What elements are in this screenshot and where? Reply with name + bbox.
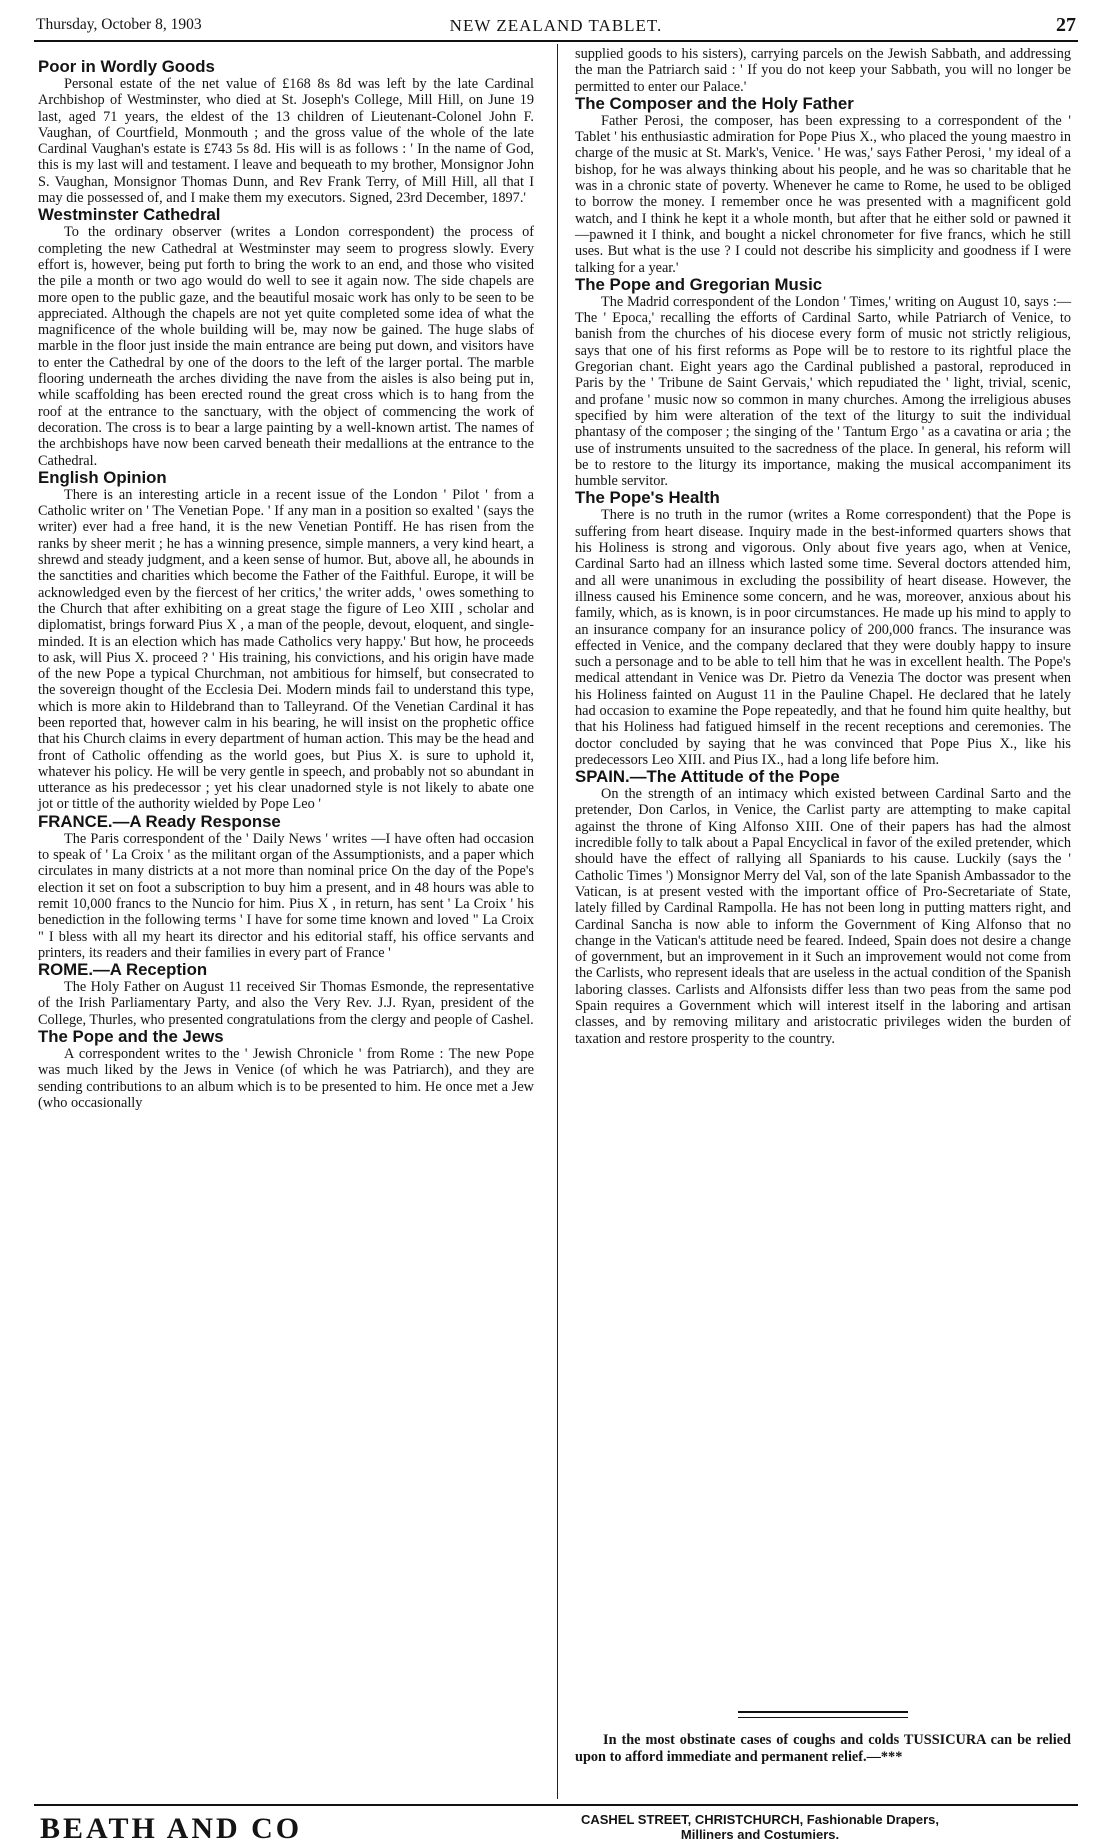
article-paragraph: The Paris correspondent of the ' Daily News ' writes —I have often had occasion to speak of ' La Croix ' as the militant organ of the Assumptionists, and a paper which circulates in many districts at a not more than nominal price On the day of the Pope's election it set on foot a subscription to buy him a present, and in 48 hours was able to remit 10,000 francs to the Nuncio for him. Pius X , in return, has sent ' La Croix ' his benediction in the following terms ' I have for some time known and loved " La Croix " I bless with all my heart its director and his editorial staff, his office servants and printers, its readers and their families in every part of France ' xyxy=(38,830,534,961)
article xyxy=(575,46,1071,95)
article-heading: Poor in Wordly Goods xyxy=(38,57,215,76)
page-number: 27 xyxy=(1056,14,1076,36)
article xyxy=(575,768,1071,1047)
issue-date: Thursday, October 8, 1903 xyxy=(36,16,202,33)
newspaper-title: NEW ZEALAND TABLET. xyxy=(449,16,663,35)
column-divider xyxy=(557,44,558,1799)
article-heading: Westminster Cathedral xyxy=(38,205,221,225)
article-paragraph: A correspondent writes to the ' Jewish Chronicle ' from Rome : The new Pope was much liked by the Jews in Venice (of which he was Patriarch), and they are sending contributions to an album which is to be presented to him. He once met a Jew (who occasionally xyxy=(38,1046,534,1111)
article xyxy=(38,58,534,206)
article xyxy=(38,961,534,1028)
article-heading: The Pope and Gregorian Music xyxy=(575,274,823,294)
article-paragraph: The Holy Father on August 11 received Sir Thomas Esmonde, the representative of the Irish Parliamentary Party, and also the Very Rev. J.J. Ryan, president of the College, Thurles, who presented congratulations from the clergy and people of Cashel. xyxy=(38,979,534,1028)
header-rule xyxy=(34,40,1078,42)
advert-line-1: CASHEL STREET, CHRISTCHURCH, Fashionable Drapers, xyxy=(580,1812,940,1827)
article-heading: English Opinion xyxy=(38,467,167,487)
article xyxy=(38,469,534,813)
left-column xyxy=(38,58,534,1111)
article-heading: The Pope's Health xyxy=(575,488,720,508)
article-paragraph: The Madrid correspondent of the London ' Times,' writing on August 10, says :—The ' Epoca,' recalling the efforts of Cardinal Sarto, while Patriarch of Venice, to banish from the churches of his diocese every form of music not strictly religious, says that one of his first reforms as Pope will be to restore to its rightful place the Gregorian chant. Eight years ago the Cardinal published a pastoral, reproduced in Paris by the ' Tribune de Saint Gervais,' which repudiated the ' light, trivial, scenic, and profane ' music now so common in many churches. Among the irreligious abuses specified by him were alteration of the text of the liturgy to suit the individual phantasy of the composer ; the singing of the ' Tantum Ergo ' as a cavatina or aria ; the use of instruments unsuited to the sacredness of the place. In general, his reform will be to restore to the liturgy its importance, making the musical accompaniment its humble servitor. xyxy=(575,293,1071,490)
article-paragraph: On the strength of an intimacy which existed between Cardinal Sarto and the pretender, Don Carlos, in Venice, the Carlist party are attempting to make capital against the throne of King Alfonso XIII. One of their papers has had the almost incredible folly to talk about a Papal Encyclical in favor of the exiled pretender, which should have the effect of rallying all Spaniards to his cause. Luckily (says the ' Catholic Times ') Monsignor Merry del Val, son of the late Spanish Ambassador to the Vatican, is at present vested with the important office of Pro-Secretariate of State, lately filled by Cardinal Rampolla. He has not been long in putting matters right, and Cardinal Sancha is now able to inform the Government of King Alfonso that no change in the Vatican's attitude need be feared. Indeed, Spain does not desire a change of government, but an improvement in it Such an improvement would not come from the Carlists, who represent ideals that are useless in the actual condition of the Spanish laboring classes. Carlists and Alfonsists differ less than two peas from the same pod Spain requires a Government which will interest itself in the laboring and artisan classes, and by removing military and aristocratic privileges widen the burden of taxation and restore prosperity to the country. xyxy=(575,786,1071,1047)
footer-rule xyxy=(34,1804,1078,1806)
advert-text xyxy=(480,1812,1040,1842)
article xyxy=(575,95,1071,276)
page-header xyxy=(36,14,1076,38)
article-heading: The Composer and the Holy Father xyxy=(575,93,854,113)
article xyxy=(38,813,534,961)
article-heading: SPAIN.—The Attitude of the Pope xyxy=(575,767,840,787)
article-heading: The Pope and the Jews xyxy=(38,1027,224,1047)
article-heading: ROME.—A Reception xyxy=(38,960,208,980)
article xyxy=(38,206,534,468)
article-heading: FRANCE.—A Ready Response xyxy=(38,811,281,831)
advert-name: BEATH AND CO xyxy=(40,1812,303,1845)
note-rule xyxy=(738,1711,908,1718)
article-paragraph: To the ordinary observer (writes a London correspondent) the process of completing the new Cathedral at Westminster may seem to progress slowly. Every effort is, however, being put forth to bring the work to an end, and those who visited the pile a month or two ago would do well to see it again now. The side chapels are more open to the public gaze, and the beautiful mosaic work has only to be seen to be appreciated. Although the chapels are not yet quite completed some idea of what the magnificence of the whole building will be, may now be gained. The huge slabs of marble in the floor just inside the main entrance are being put down, and visitors have to enter the Cathedral by one of the doors to the left of the larger portal. The marble flooring underneath the arches dividing the nave from the aisles is also being put in, while scaffolding has been erected round the great cross which is to hang from the roof at the entrance to the sanctuary, with the object of commencing the work of decoration. The cross is to bear a large painting by a well-known artist. The names of the archbishops have now been carved beneath their medallions at the entrance to the Cathedral. xyxy=(38,224,534,469)
article-paragraph: supplied goods to his sisters), carrying parcels on the Jewish Sabbath, and addressing the man the Patriarch said : ' If you do not keep your Sabbath, you will no longer be permitted to enter our Palace.' xyxy=(575,46,1071,95)
article xyxy=(575,489,1071,768)
right-column xyxy=(575,46,1071,1047)
article-paragraph: Father Perosi, the composer, has been expressing to a correspondent of the ' Tablet ' his enthusiastic admiration for Pope Pius X., who placed the young maestro in charge of the music at St. Mark's, Venice. ' He was,' says Father Perosi, ' my ideal of a bishop, for he was always thinking about his people, and he was so charitable that he was in a chronic state of poverty. Whenever he came to Rome, he used to be obliged to borrow the money. I remember once he was presented with a magnificent gold watch, and I think he kept it a whole month, but after that he either sold or pawned it—pawned it I think, and bought a nickel chronometer for five francs, which he still uses. But what is the use ? I could not describe his simplicity and goodness if I were talking for a year.' xyxy=(575,112,1071,276)
tussicura-note: In the most obstinate cases of coughs and colds TUSSICURA can be relied upon to afford immediate and permanent relief.—*** xyxy=(575,1732,1071,1765)
article-paragraph: There is an interesting article in a recent issue of the London ' Pilot ' from a Catholic writer on ' The Venetian Pope. ' If any man in a position so exalted ' (says the writer) ever had a free hand, it is the new Venetian Pontiff. He has risen from the ranks by sheer merit ; he has a winning presence, simple manners, a very kind heart, a shrewd and steady judgment, and a keen sense of humor. But, above all, he abounds in the sanctities and charities which become the Father of the Faithful. Europe, it will be acknowledged even by the fiercest of her critics,' the writer adds, ' owes something to the Church that after exhibiting on a great stage the figure of Leo XIII , scholar and diplomatist, brings forward Pius X , a man of the people, devout, eloquent, and single-minded. It is an election which has made Catholics very happy.' But how, he proceeds to ask, will Pius X. proceed ? ' His training, his convictions, and his origin have made of the new Pope a typical Churchman, not ambitious for himself, but consecrated to the sovereign thought of the Ecclesia Dei. Modern minds fail to understand this type, which is more akin to Hildebrand than to Talleyrand. Of the Venetian Cardinal it has been reported that, however calm in his bearing, he will insist on the prophetic office that his Church claims in every department of human action. This may be the head and front of Catholic offending as the world goes, but Pius X. is sure to uphold it, whatever his policy. He will be very gentle in speech, and probably not so abundant in utterance as his predecessor ; yet his clear unadorned style is not likely to abate one jot or tittle of the authority wielded by Pope Leo ' xyxy=(38,486,535,813)
article-paragraph: Personal estate of the net value of £168 8s 8d was left by the late Cardinal Archbishop of Westminster, who died at St. Joseph's College, Mill Hill, on June 19 last, aged 71 years, the eldest of the 13 children of Lieutenant-Colonel John F. Vaughan, of Courtfield, Monmouth ; and the gross value of the whole of the late Cardinal Vaughan's estate is £743 5s 8d. His will is as follows : ' In the name of God, this is my last will and testament. I leave and bequeath to my brother, Monsignor John S. Vaughan, Monsignor Thomas Dunn, and Rev Frank Terry, of Mill Hill, all that I may die possessed of, and I make them my executors. Signed, 23rd December, 1897.' xyxy=(38,76,534,207)
advert-line-2: Milliners and Costumiers. xyxy=(680,1827,840,1842)
article xyxy=(38,1028,534,1111)
article xyxy=(575,276,1071,490)
article-paragraph: There is no truth in the rumor (writes a Rome correspondent) that the Pope is suffering from heart disease. Inquiry made in the best-informed quarters shows that his Holiness is strong and vigorous. Only about five years ago, when at Venice, Cardinal Sarto had an illness which lasted some time. Several doctors attended him, and all were unanimous in excluding the possibility of heart disease. However, the illness caused his Eminence some concern, and he was, moreover, anxious about his family, which, as is known, is in poor circumstances. He made up his mind to apply to an insurance company for an insurance policy of 200,000 francs. The insurance was effected in Venice, and the company declared that they were doubly happy to insure such a personage and to be able to tell him that he was in excellent health. The Pope's medical attendant in Venice was Dr. Pietro da Venezia The doctor was present when his Holiness fainted on August 11 in the Pauline Chapel. He declared that he lately had occasion to examine the Pope repeatedly, and that he found him quite healthy, but that his Holiness had fatigued himself in the recent receptions and ceremonies. The doctor concluded by saying that he was convinced that Pope Pius X., like his predecessors Leo XIII. and Pius IX., had a long life before him. xyxy=(575,507,1071,768)
